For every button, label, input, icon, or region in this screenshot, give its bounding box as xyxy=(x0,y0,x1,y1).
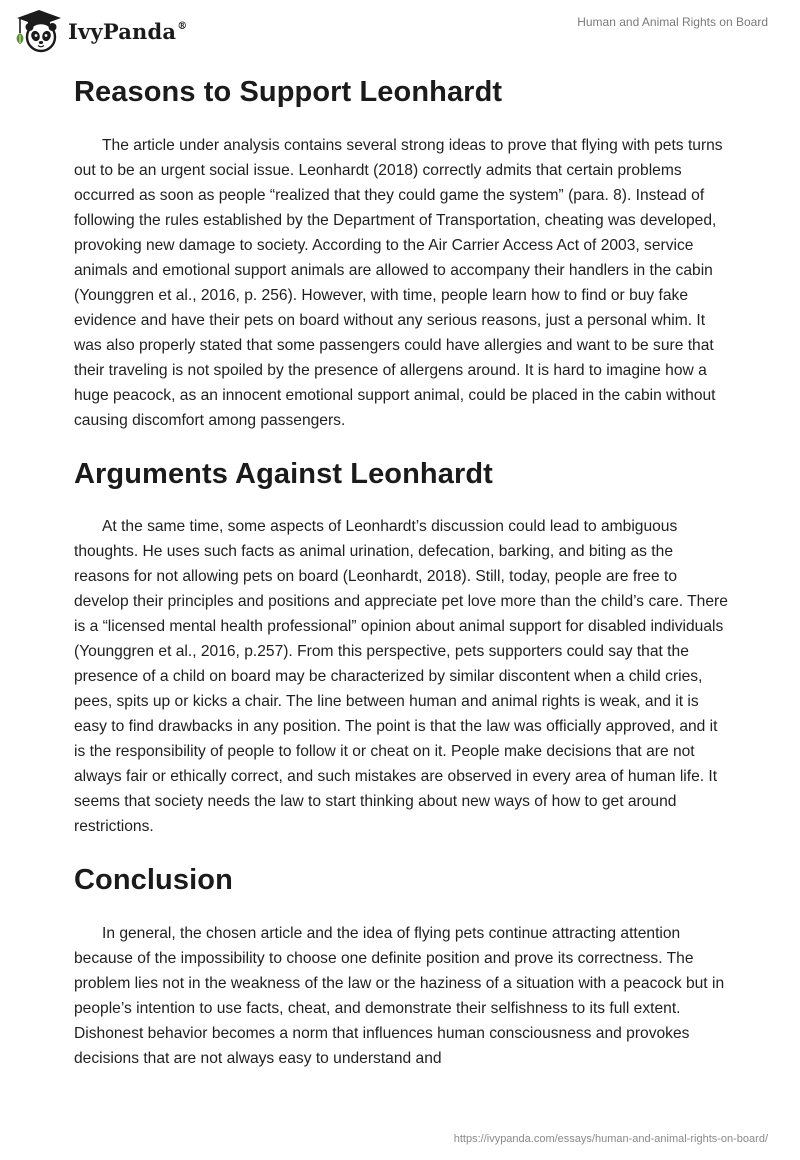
ivypanda-logo[interactable] xyxy=(14,8,187,54)
section-heading: Conclusion xyxy=(74,864,233,896)
page-header xyxy=(0,0,800,60)
source-url[interactable]: https://ivypanda.com/essays/human-and-animal-rights-on-board/ xyxy=(453,1133,768,1145)
section-heading: Arguments Against Leonhardt xyxy=(74,458,493,490)
panda-graduate-icon xyxy=(14,9,64,53)
section-paragraph: The article under analysis contains several strong ideas to prove that flying with pets turns out to be an urgent social issue. Leonhardt (2018) correctly admits that certain problems occurred as soon as people “realized that they could game the system” (para. 8). Instead of following the rules established by the Department of Transportation, cheating was developed, provoking new damage to society. According to the Air Carrier Access Act of 2003, service animals and emotional support animals are allowed to accompany their handlers in the cabin (Younggren et al., 2016, p. 256). However, with time, people learn how to find or buy fake evidence and have their pets on board without any serious reasons, just a personal whim. It was also properly stated that some passengers could have allergies and want to be sure that their traveling is not spoiled by the presence of allergens around. It is hard to imagine how a huge peacock, as an innocent emotional support animal, could be placed in the cabin without causing discomfort among passengers. xyxy=(74,137,723,429)
essay-body xyxy=(74,70,728,1071)
section-reasons-to-support xyxy=(74,70,728,433)
section-conclusion xyxy=(74,858,728,1071)
section-heading: Reasons to Support Leonhardt xyxy=(74,76,503,108)
section-paragraph: At the same time, some aspects of Leonhardt’s discussion could lead to ambiguous thoughts. He uses such facts as animal urination, defecation, barking, and biting as the reasons for not allowing pets on board (Leonhardt, 2018). Still, today, people are free to develop their principles and positions and appreciate pet love more than the child’s care. There is a “licensed mental health professional” opinion about animal support for disabled individuals (Younggren et al., 2016, p.257). From this perspective, pets supporters could say that the presence of a child on board may be characterized by similar discontent when a child cries, pees, spits up or kicks a chair. The line between human and animal rights is weak, and it is easy to find drawbacks in any position. The point is that the law was officially approved, and it is the responsibility of people to follow it or cheat on it. People make decisions that are not always fair or ethically correct, and such mistakes are observed in every area of human life. It seems that society needs the law to start thinking about new ways of how to get around restrictions. xyxy=(74,518,728,835)
document-title: Human and Animal Rights on Board xyxy=(577,15,768,29)
brand-name: IvyPanda® xyxy=(68,18,188,44)
section-paragraph: In general, the chosen article and the idea of flying pets continue attracting attention because of the impossibility to choose one definite position and prove its correctness. The problem lies not in the weakness of the law or the haziness of a situation with a peacock but in people’s intention to use facts, cheat, and demonstrate their selfishness to its full extent. Dishonest behavior becomes a norm that influences human consciousness and provokes decisions that are not always easy to understand and xyxy=(74,925,725,1067)
section-arguments-against xyxy=(74,452,728,839)
